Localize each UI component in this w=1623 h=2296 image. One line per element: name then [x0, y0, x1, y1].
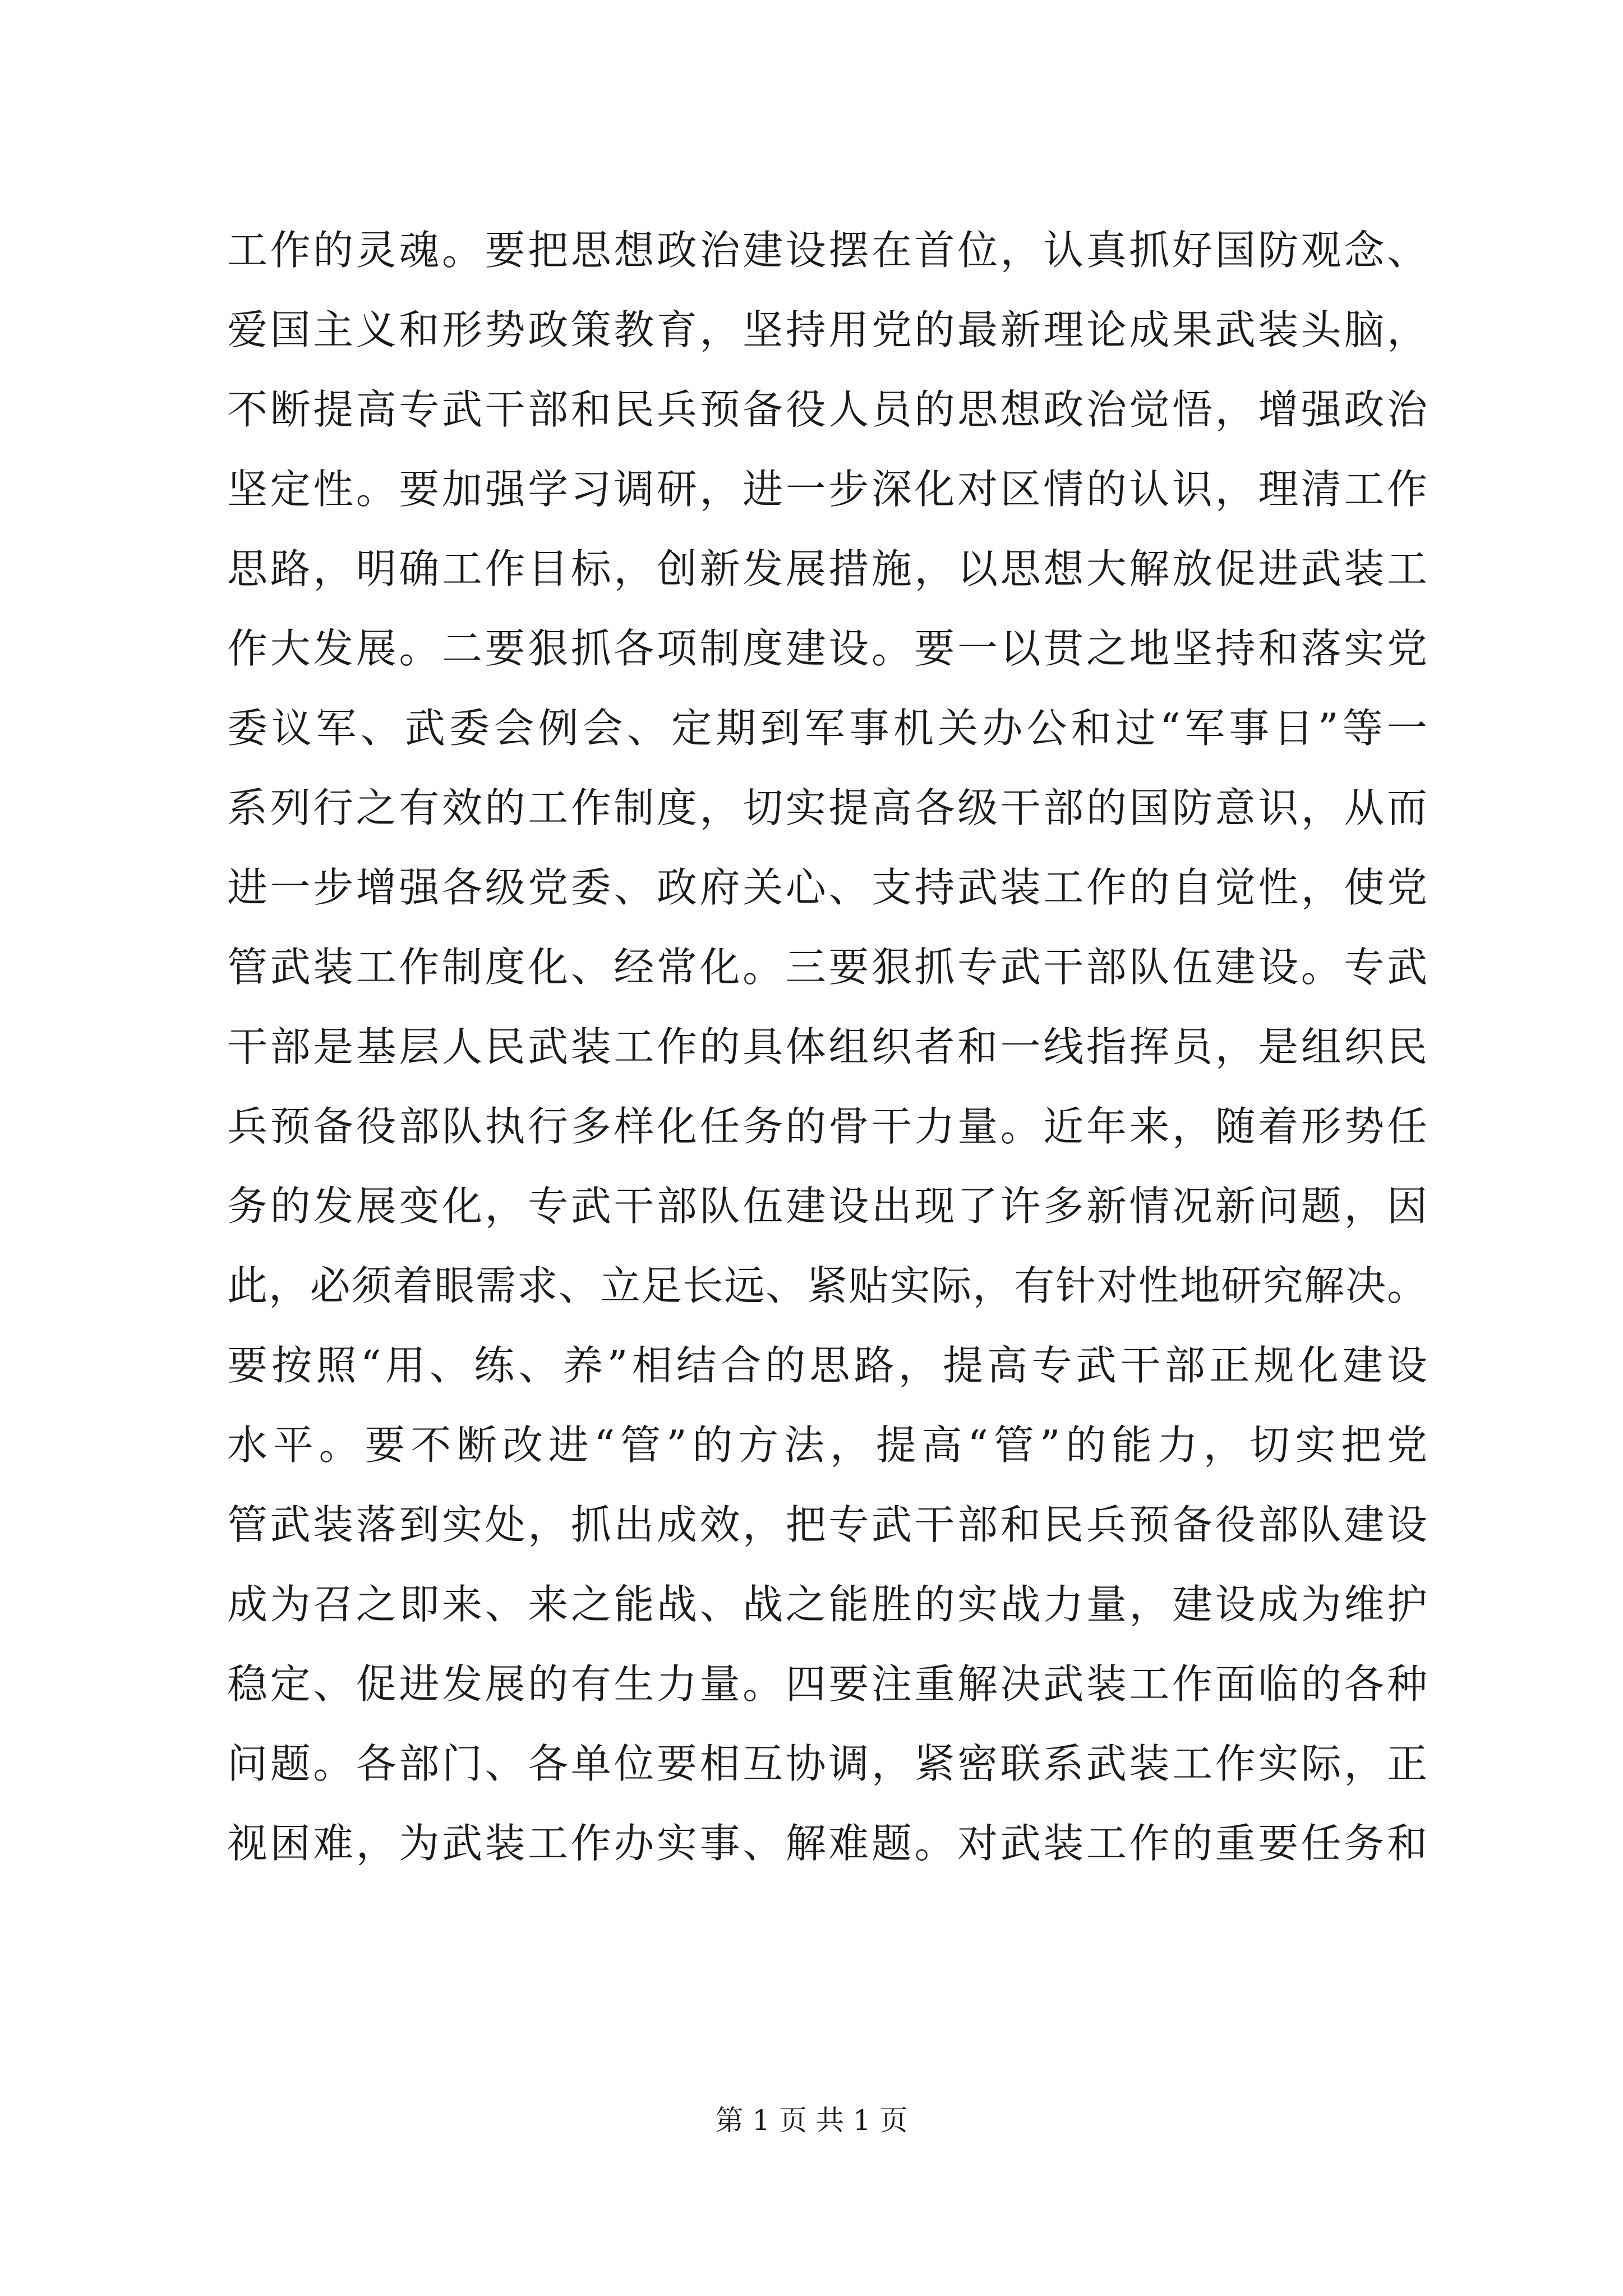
text-line: 作大发展。二要狠抓各项制度建设。要一以贯之地坚持和落实党: [227, 625, 1427, 672]
text-line: 思路，明确工作目标，创新发展措施，以思想大解放促进武装工: [227, 545, 1427, 592]
text-line: 务的发展变化，专武干部队伍建设出现了许多新情况新问题，因: [227, 1182, 1427, 1230]
text-line: 要按照“用、练、养”相结合的思路，提高专武干部正规化建设: [227, 1342, 1427, 1389]
text-line: 爱国主义和形势政策教育，坚持用党的最新理论成果武装头脑，: [227, 306, 1427, 353]
text-line: 干部是基层人民武装工作的具体组织者和一线指挥员，是组织民: [227, 1023, 1427, 1070]
page-number-label: 第 1 页 共 1 页: [715, 2104, 908, 2137]
text-line: 坚定性。要加强学习调研，进一步深化对区情的认识，理清工作: [227, 466, 1427, 513]
text-line: 管武装工作制度化、经常化。三要狠抓专武干部队伍建设。专武: [227, 944, 1427, 991]
text-line: 稳定、促进发展的有生力量。四要注重解决武装工作面临的各种: [227, 1660, 1427, 1708]
text-line: 管武装落到实处，抓出成效，把专武干部和民兵预备役部队建设: [227, 1501, 1427, 1548]
text-line: 系列行之有效的工作制度，切实提高各级干部的国防意识，从而: [227, 784, 1427, 831]
text-line: 不断提高专武干部和民兵预备役人员的思想政治觉悟，增强政治: [227, 386, 1427, 433]
text-line: 进一步增强各级党委、政府关心、支持武装工作的自觉性，使党: [227, 864, 1427, 911]
text-line: 成为召之即来、来之能战、战之能胜的实战力量，建设成为维护: [227, 1581, 1427, 1628]
text-line: 工作的灵魂。要把思想政治建设摆在首位，认真抓好国防观念、: [227, 227, 1427, 274]
body-text: [227, 210, 1427, 1883]
text-line: 水平。要不断改进“管”的方法，提高“管”的能力，切实把党: [227, 1421, 1427, 1469]
page-footer: [0, 2101, 1623, 2140]
text-line: 兵预备役部队执行多样化任务的骨干力量。近年来，随着形势任: [227, 1103, 1427, 1150]
text-line: 问题。各部门、各单位要相互协调，紧密联系武装工作实际，正: [227, 1740, 1427, 1787]
text-line: 视困难，为武装工作办实事、解难题。对武装工作的重要任务和: [227, 1820, 1427, 1867]
text-line: 委议军、武委会例会、定期到军事机关办公和过“军事日”等一: [227, 705, 1427, 752]
text-line: 此，必须着眼需求、立足长远、紧贴实际，有针对性地研究解决。: [227, 1262, 1427, 1309]
